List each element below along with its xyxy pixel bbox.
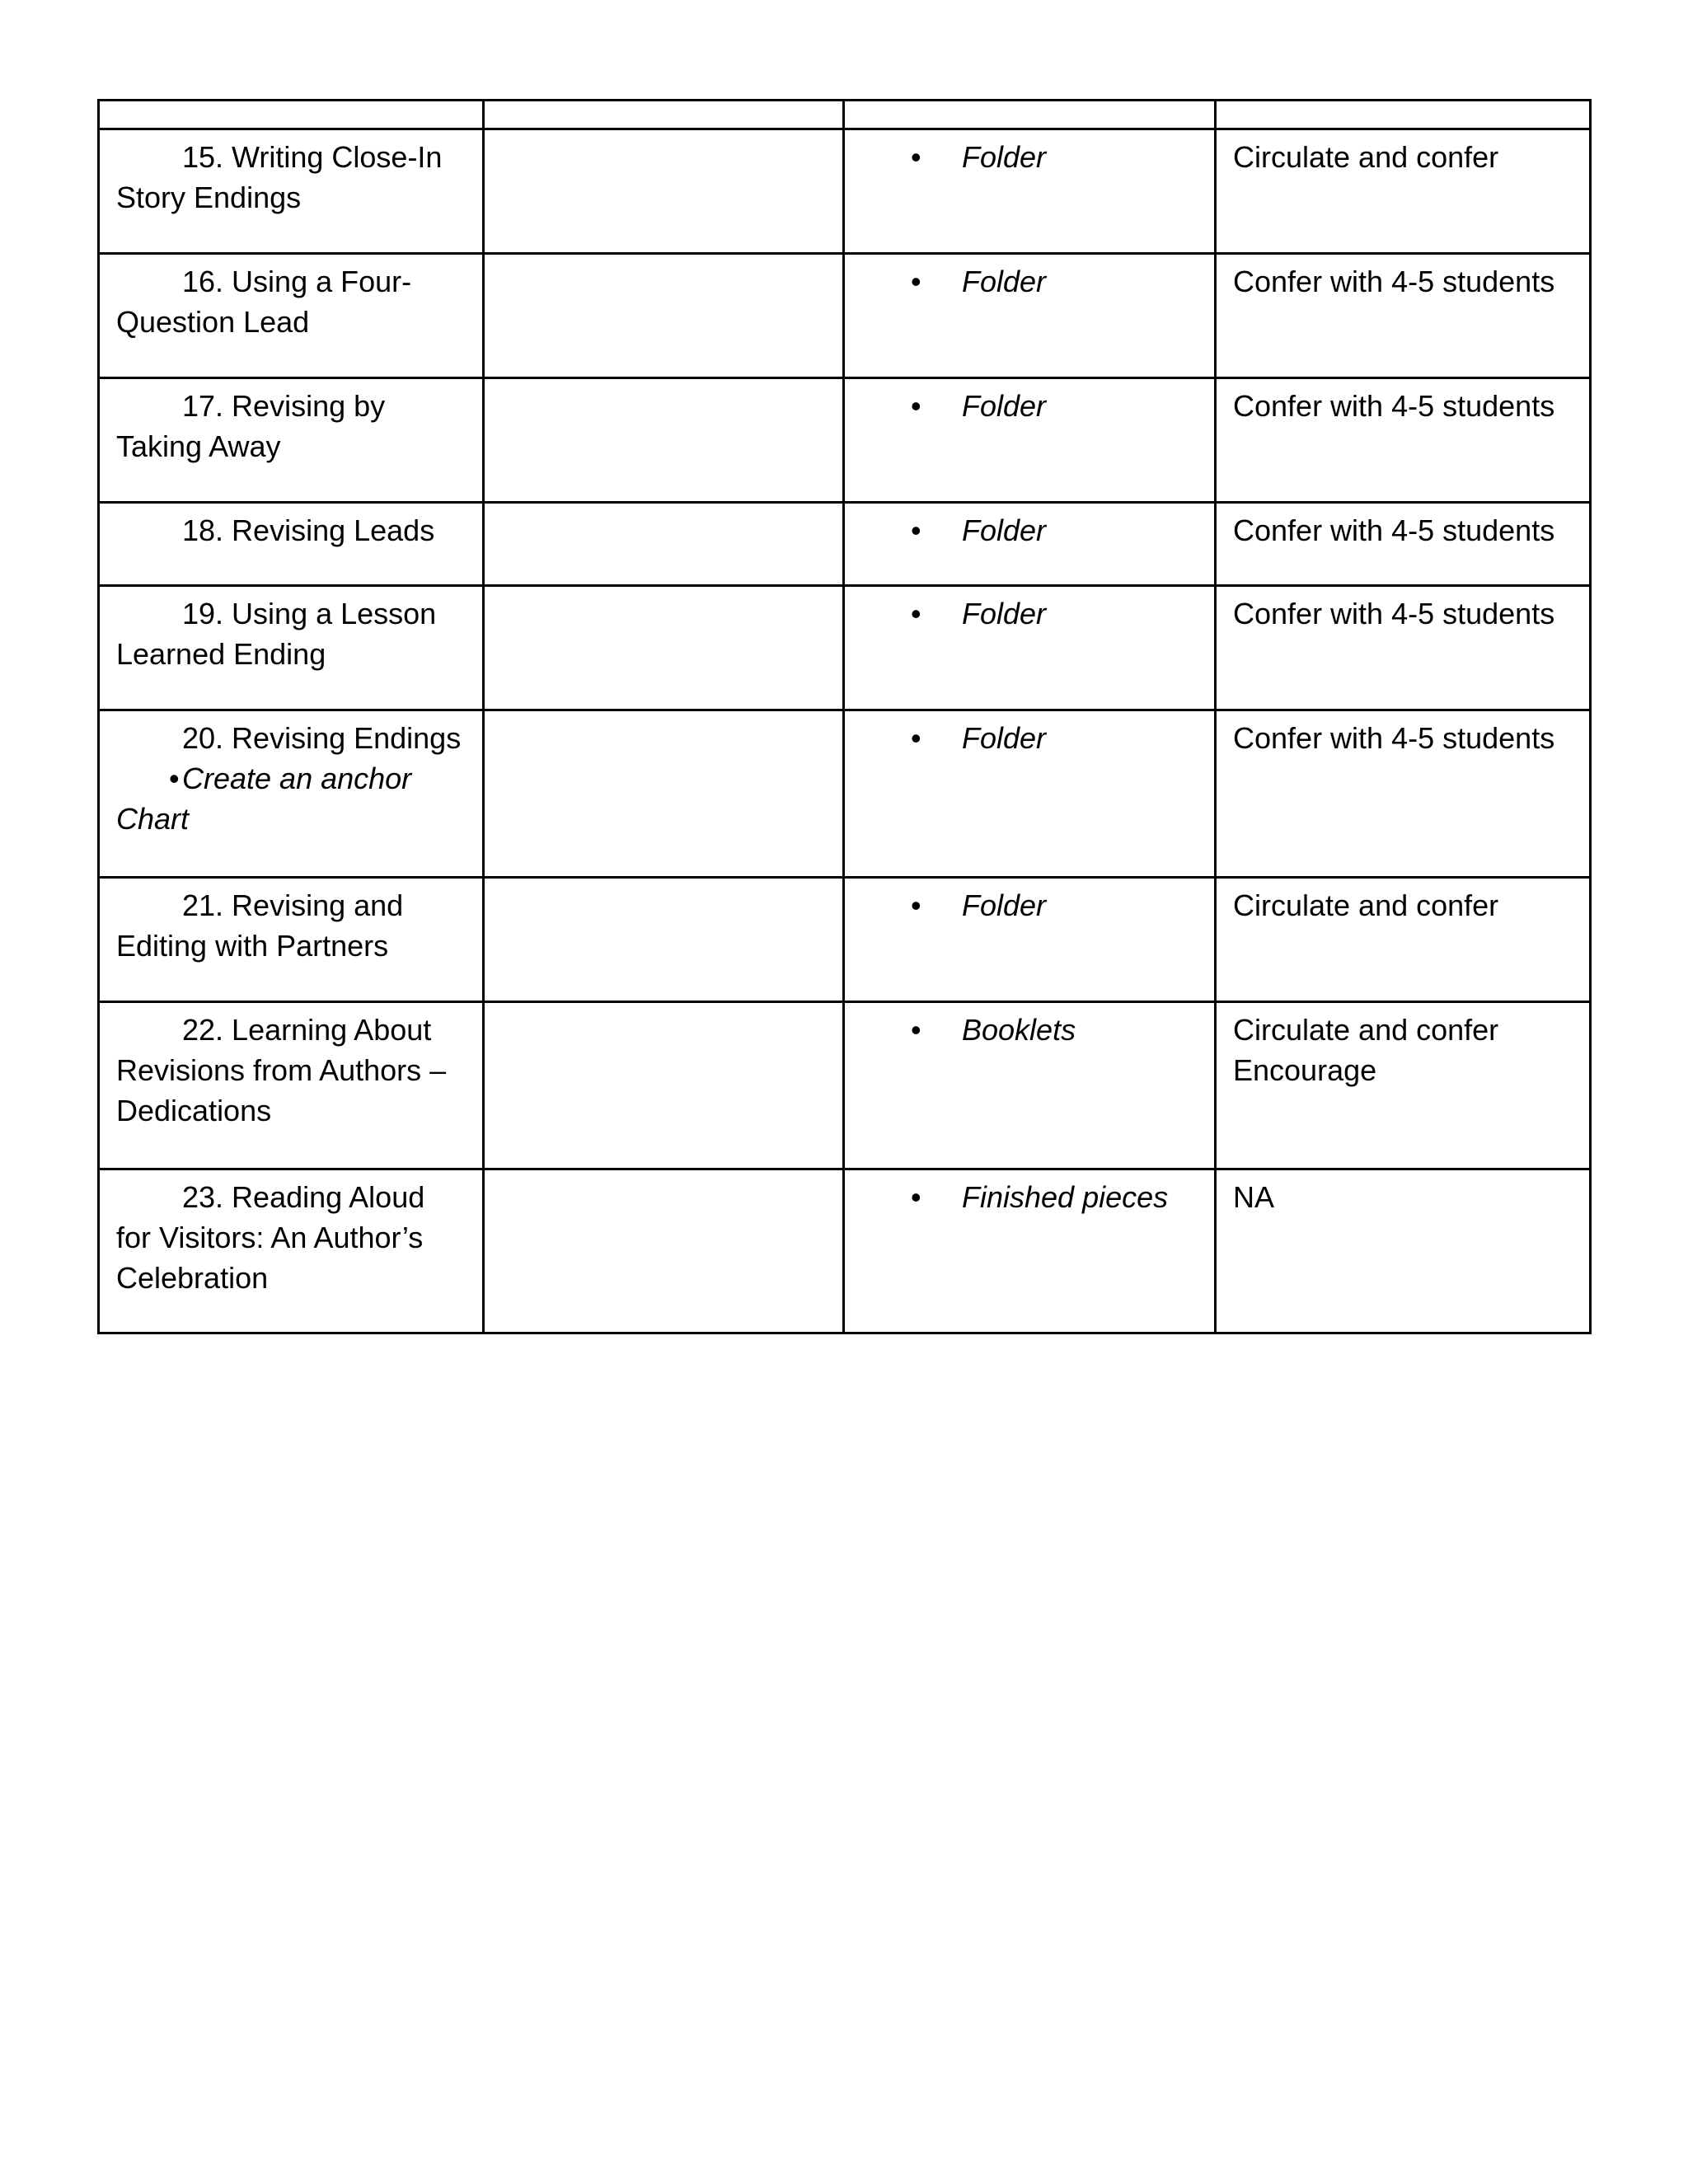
empty-cell: [484, 129, 844, 254]
assessment-text: Circulate and confer: [1233, 140, 1499, 174]
materials-item: [861, 718, 1199, 758]
assessment-cell: [1216, 878, 1591, 1002]
materials-item: [861, 137, 1199, 177]
lesson-cell: [99, 378, 484, 503]
header-cell-materials: [844, 101, 1216, 129]
table-row: [99, 129, 1591, 254]
assessment-text: Confer with 4-5 students: [1233, 721, 1555, 755]
materials-cell: [844, 878, 1216, 1002]
lesson-title: 22. Learning About Revisions from Authors – Dedications: [116, 1013, 447, 1127]
materials-text: Folder: [962, 721, 1047, 755]
materials-text: Folder: [962, 265, 1047, 298]
table-row: [99, 503, 1591, 586]
table-row: [99, 254, 1591, 378]
lesson-sub-item: [116, 758, 467, 839]
assessment-text: Circulate and confer: [1233, 1013, 1499, 1047]
assessment-cell: [1216, 129, 1591, 254]
materials-text: Folder: [962, 513, 1047, 547]
assessment-text: Confer with 4-5 students: [1233, 389, 1555, 423]
materials-cell: [844, 1002, 1216, 1169]
header-cell-lesson: [99, 101, 484, 129]
table-row: [99, 378, 1591, 503]
lesson-cell: [99, 503, 484, 586]
assessment-text: NA: [1233, 1180, 1275, 1214]
assessment-cell: [1216, 378, 1591, 503]
empty-cell: [484, 378, 844, 503]
materials-cell: [844, 129, 1216, 254]
table-row: [99, 1002, 1591, 1169]
materials-item: [861, 593, 1199, 634]
table-row: [99, 1169, 1591, 1333]
lesson-plan-table: [97, 99, 1592, 1334]
lesson-title: 17. Revising by Taking Away: [116, 389, 386, 463]
materials-cell: [844, 710, 1216, 878]
bullet-icon: •: [911, 597, 921, 630]
materials-item: [861, 510, 1199, 551]
table-row: [99, 878, 1591, 1002]
assessment-text: Confer with 4-5 students: [1233, 597, 1555, 630]
lesson-title: 20. Revising Endings: [182, 721, 462, 755]
lesson-title: 19. Using a Lesson Learned Ending: [116, 597, 437, 671]
assessment-cell: [1216, 710, 1591, 878]
assessment-cell: [1216, 1002, 1591, 1169]
materials-item: [861, 885, 1199, 926]
assessment-cell: [1216, 503, 1591, 586]
materials-text: Folder: [962, 140, 1047, 174]
materials-text: Folder: [962, 888, 1047, 922]
materials-cell: [844, 586, 1216, 710]
lesson-cell: [99, 129, 484, 254]
materials-item: [861, 261, 1199, 302]
lesson-title: 15. Writing Close-In Story Endings: [116, 140, 443, 214]
materials-cell: [844, 378, 1216, 503]
lesson-title: 21. Revising and Editing with Partners: [116, 888, 404, 963]
lesson-sub-text: Create an anchor Chart: [116, 762, 412, 836]
assessment-text: Confer with 4-5 students: [1233, 513, 1555, 547]
lesson-title: 18. Revising Leads: [182, 513, 435, 547]
header-cell-assessment: [1216, 101, 1591, 129]
bullet-icon: •: [169, 762, 180, 795]
empty-cell: [484, 1002, 844, 1169]
assessment-text: Confer with 4-5 students: [1233, 265, 1555, 298]
lesson-cell: [99, 878, 484, 1002]
bullet-icon: •: [911, 721, 921, 755]
materials-item: [861, 1177, 1199, 1217]
lesson-title: 16. Using a Four-Question Lead: [116, 265, 412, 339]
bullet-icon: •: [911, 513, 921, 547]
bullet-icon: •: [911, 1013, 921, 1047]
lesson-title: 23. Reading Aloud for Visitors: An Author’s Celebration: [116, 1180, 425, 1295]
bullet-icon: •: [911, 888, 921, 922]
empty-cell: [484, 878, 844, 1002]
lesson-cell: [99, 586, 484, 710]
empty-cell: [484, 586, 844, 710]
materials-text: Folder: [962, 597, 1047, 630]
bullet-icon: •: [911, 265, 921, 298]
empty-cell: [484, 503, 844, 586]
materials-cell: [844, 503, 1216, 586]
table-row: [99, 710, 1591, 878]
lesson-cell: [99, 1002, 484, 1169]
empty-cell: [484, 254, 844, 378]
header-cell-blank: [484, 101, 844, 129]
materials-item: [861, 1010, 1199, 1050]
table-header-row: [99, 101, 1591, 129]
empty-cell: [484, 710, 844, 878]
lesson-cell: [99, 710, 484, 878]
assessment-text: Circulate and confer: [1233, 888, 1499, 922]
assessment-text: Encourage: [1233, 1053, 1377, 1087]
materials-cell: [844, 254, 1216, 378]
bullet-icon: •: [911, 1180, 921, 1214]
empty-cell: [484, 1169, 844, 1333]
materials-text: Folder: [962, 389, 1047, 423]
bullet-icon: •: [911, 389, 921, 423]
materials-item: [861, 386, 1199, 426]
assessment-cell: [1216, 586, 1591, 710]
materials-text: Booklets: [962, 1013, 1076, 1047]
assessment-cell: [1216, 254, 1591, 378]
assessment-cell: [1216, 1169, 1591, 1333]
table-row: [99, 586, 1591, 710]
lesson-cell: [99, 254, 484, 378]
materials-text: Finished pieces: [962, 1180, 1169, 1214]
lesson-cell: [99, 1169, 484, 1333]
bullet-icon: •: [911, 140, 921, 174]
materials-cell: [844, 1169, 1216, 1333]
